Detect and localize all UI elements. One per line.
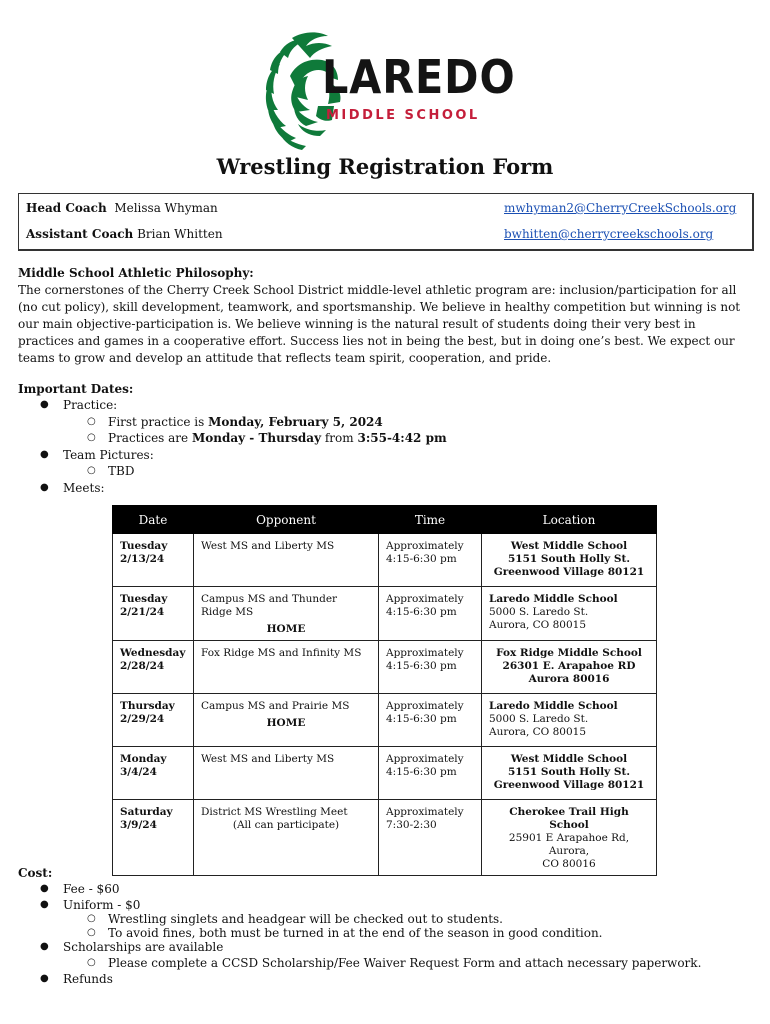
- home-meet-badge: HOME: [266, 717, 306, 729]
- meet-location-name: Cherokee Trail High School: [509, 806, 629, 831]
- meet-location-street: 26301 E. Arapahoe RD: [502, 660, 636, 672]
- cost-label: Cost:: [18, 866, 53, 880]
- coach-info-box: [18, 193, 754, 251]
- head-coach-row: [26, 201, 218, 215]
- meet-opponent: Fox Ridge MS and Infinity MS: [201, 647, 362, 659]
- table-row: [113, 534, 657, 587]
- practice-days: Monday - Thursday: [191, 431, 322, 445]
- meet-opponent-note: (All can participate): [232, 819, 340, 831]
- time-cell: [379, 534, 482, 587]
- location-cell: [482, 641, 657, 694]
- important-dates-label: Important Dates:: [18, 382, 134, 396]
- meet-time: 7:30-2:30: [386, 819, 437, 831]
- meet-opponent: West MS and Liberty MS: [201, 753, 335, 765]
- important-dates-heading: [18, 381, 133, 397]
- page-title: Wrestling Registration Form: [216, 154, 554, 179]
- header-opponent: Opponent: [194, 506, 379, 534]
- uniform-item: Uniform - $0: [63, 898, 141, 912]
- meet-opponent: West MS and Liberty MS: [201, 540, 335, 552]
- meet-location-city: Greenwood Village 80121: [493, 566, 645, 578]
- time-cell: [379, 747, 482, 800]
- table-row: [113, 587, 657, 641]
- bullet-icon: ●: [40, 449, 49, 460]
- meet-location-street: 5151 South Holly St.: [508, 553, 630, 565]
- meet-date: 3/9/24: [120, 819, 157, 831]
- head-coach-label: Head Coach: [26, 201, 107, 215]
- bullet-icon: ●: [40, 973, 49, 984]
- meet-location-name: Laredo Middle School: [489, 593, 618, 605]
- logo-subtitle: MIDDLE SCHOOL: [326, 108, 480, 123]
- circle-bullet-icon: ○: [87, 927, 96, 938]
- table-header-row: [113, 506, 657, 534]
- meet-date: 2/21/24: [120, 606, 165, 618]
- opponent-cell: [194, 694, 379, 747]
- team-pictures-value: TBD: [108, 464, 135, 478]
- bullet-icon: ●: [40, 899, 49, 910]
- practice-from-text: from: [321, 431, 358, 445]
- meet-day: Tuesday: [120, 540, 168, 552]
- header-time: Time: [379, 506, 482, 534]
- practice-schedule-item: [108, 430, 447, 446]
- team-pictures-label: Team Pictures:: [63, 448, 154, 462]
- meet-opponent: District MS Wrestling Meet: [201, 806, 348, 818]
- meet-opponent: Campus MS and Prairie MS: [201, 700, 350, 712]
- philosophy-heading: Middle School Athletic Philosophy:: [18, 266, 254, 280]
- meets-table: [112, 505, 657, 876]
- opponent-cell: [194, 747, 379, 800]
- assistant-coach-name: Brian Whitten: [137, 227, 223, 241]
- logo-wordmark: LAREDO: [322, 50, 516, 104]
- meet-time-approx: Approximately: [386, 806, 464, 818]
- meet-location-street: 25901 E Arapahoe Rd, Aurora,: [508, 832, 630, 857]
- opponent-cell: [194, 534, 379, 587]
- meet-time-approx: Approximately: [386, 647, 464, 659]
- table-row: [113, 694, 657, 747]
- circle-bullet-icon: ○: [87, 465, 96, 476]
- head-coach-email-link[interactable]: mwhyman2@CherryCreekSchools.org: [504, 201, 737, 215]
- meet-location-name: Laredo Middle School: [489, 700, 618, 712]
- table-row: [113, 800, 657, 876]
- date-cell: [113, 641, 194, 694]
- meet-location-city: Aurora, CO 80015: [489, 619, 587, 631]
- meet-location-street: 5000 S. Laredo St.: [489, 606, 589, 618]
- meet-opponent: Campus MS and Thunder Ridge MS: [201, 593, 338, 618]
- bullet-icon: ●: [40, 941, 49, 952]
- meet-time: 4:15-6:30 pm: [386, 606, 457, 618]
- meet-location-name: West Middle School: [510, 540, 628, 552]
- philosophy-text: The cornerstones of the Cherry Creek School District middle-level athletic program are: inclusion/participation for all (no cut policy), skill development, teamwork, and sportsmanship. We believe in healthy competition but winning is not our main objective-participation is. We believe winning is the natural result of students doing their very best in practices and games in a cooperative effort. Success lies not in being the best, but in doing one’s best. We expect our teams to grow and develop an attitude that reflects team spirit, cooperation, and pride.: [18, 283, 741, 365]
- home-meet-badge: HOME: [266, 623, 306, 635]
- location-cell: [482, 694, 657, 747]
- opponent-cell: [194, 587, 379, 641]
- cost-heading: [18, 865, 52, 881]
- time-cell: [379, 641, 482, 694]
- circle-bullet-icon: ○: [87, 913, 96, 924]
- location-cell: [482, 534, 657, 587]
- meets-label: Meets:: [63, 481, 105, 495]
- meet-location-city: Aurora 80016: [528, 673, 610, 685]
- meet-day: Wednesday: [120, 647, 186, 659]
- meet-time: 4:15-6:30 pm: [386, 766, 457, 778]
- meet-location-street: 5000 S. Laredo St.: [489, 713, 589, 725]
- meet-day: Monday: [120, 753, 167, 765]
- practice-time: 3:55-4:42 pm: [357, 431, 447, 445]
- date-cell: [113, 587, 194, 641]
- bullet-icon: ●: [40, 482, 49, 493]
- refunds-item: Refunds: [63, 972, 113, 986]
- date-cell: [113, 747, 194, 800]
- time-cell: [379, 800, 482, 876]
- meet-location-city: CO 80016: [542, 858, 596, 870]
- meet-day: Tuesday: [120, 593, 168, 605]
- laredo-logo: [262, 30, 516, 152]
- opponent-cell: [194, 641, 379, 694]
- date-cell: [113, 694, 194, 747]
- time-cell: [379, 587, 482, 641]
- location-cell: [482, 587, 657, 641]
- table-row: [113, 747, 657, 800]
- meet-time: 4:15-6:30 pm: [386, 713, 457, 725]
- date-cell: [113, 800, 194, 876]
- uniform-note-singlets: Wrestling singlets and headgear will be checked out to students.: [108, 912, 503, 926]
- header-date: Date: [113, 506, 194, 534]
- bullet-icon: ●: [40, 883, 49, 894]
- meet-location-city: Greenwood Village 80121: [493, 779, 645, 791]
- fee-item: Fee - $60: [63, 882, 120, 896]
- meet-day: Saturday: [120, 806, 173, 818]
- location-cell: [482, 800, 657, 876]
- meet-date: 2/29/24: [120, 713, 165, 725]
- assistant-coach-label: Assistant Coach: [26, 227, 134, 241]
- meet-day: Thursday: [120, 700, 175, 712]
- scholarship-instructions: Please complete a CCSD Scholarship/Fee Waiver Request Form and attach necessary paperwork.: [108, 956, 702, 970]
- meet-date: 3/4/24: [120, 766, 157, 778]
- meet-location-name: West Middle School: [510, 753, 628, 765]
- meet-time-approx: Approximately: [386, 700, 464, 712]
- bullet-icon: ●: [40, 399, 49, 410]
- assistant-coach-row: [26, 227, 223, 241]
- table-row: [113, 641, 657, 694]
- circle-bullet-icon: ○: [87, 957, 96, 968]
- first-practice-item: [108, 414, 383, 430]
- meet-location-name: Fox Ridge Middle School: [496, 647, 642, 659]
- time-cell: [379, 694, 482, 747]
- practice-label: Practice:: [63, 398, 118, 412]
- practice-schedule-text: Practices are: [108, 431, 192, 445]
- meet-time: 4:15-6:30 pm: [386, 660, 457, 672]
- circle-bullet-icon: ○: [87, 416, 96, 427]
- meet-time-approx: Approximately: [386, 753, 464, 765]
- uniform-note-fines: To avoid fines, both must be turned in at the end of the season in good condition.: [108, 926, 603, 940]
- meet-location-city: Aurora, CO 80015: [489, 726, 587, 738]
- location-cell: [482, 747, 657, 800]
- scholarships-item: Scholarships are available: [63, 940, 224, 954]
- meet-location-street: 5151 South Holly St.: [508, 766, 630, 778]
- date-cell: [113, 534, 194, 587]
- circle-bullet-icon: ○: [87, 432, 96, 443]
- head-coach-name: Melissa Whyman: [114, 201, 218, 215]
- meet-time: 4:15-6:30 pm: [386, 553, 457, 565]
- philosophy-section: [18, 265, 753, 367]
- meet-date: 2/13/24: [120, 553, 165, 565]
- opponent-cell: [194, 800, 379, 876]
- first-practice-text: First practice is: [108, 415, 209, 429]
- first-practice-date: Monday, February 5, 2024: [208, 415, 383, 429]
- assistant-coach-email-link[interactable]: bwhitten@cherrycreekschools.org: [504, 227, 714, 241]
- meet-time-approx: Approximately: [386, 540, 464, 552]
- meet-date: 2/28/24: [120, 660, 165, 672]
- meet-time-approx: Approximately: [386, 593, 464, 605]
- header-location: Location: [482, 506, 657, 534]
